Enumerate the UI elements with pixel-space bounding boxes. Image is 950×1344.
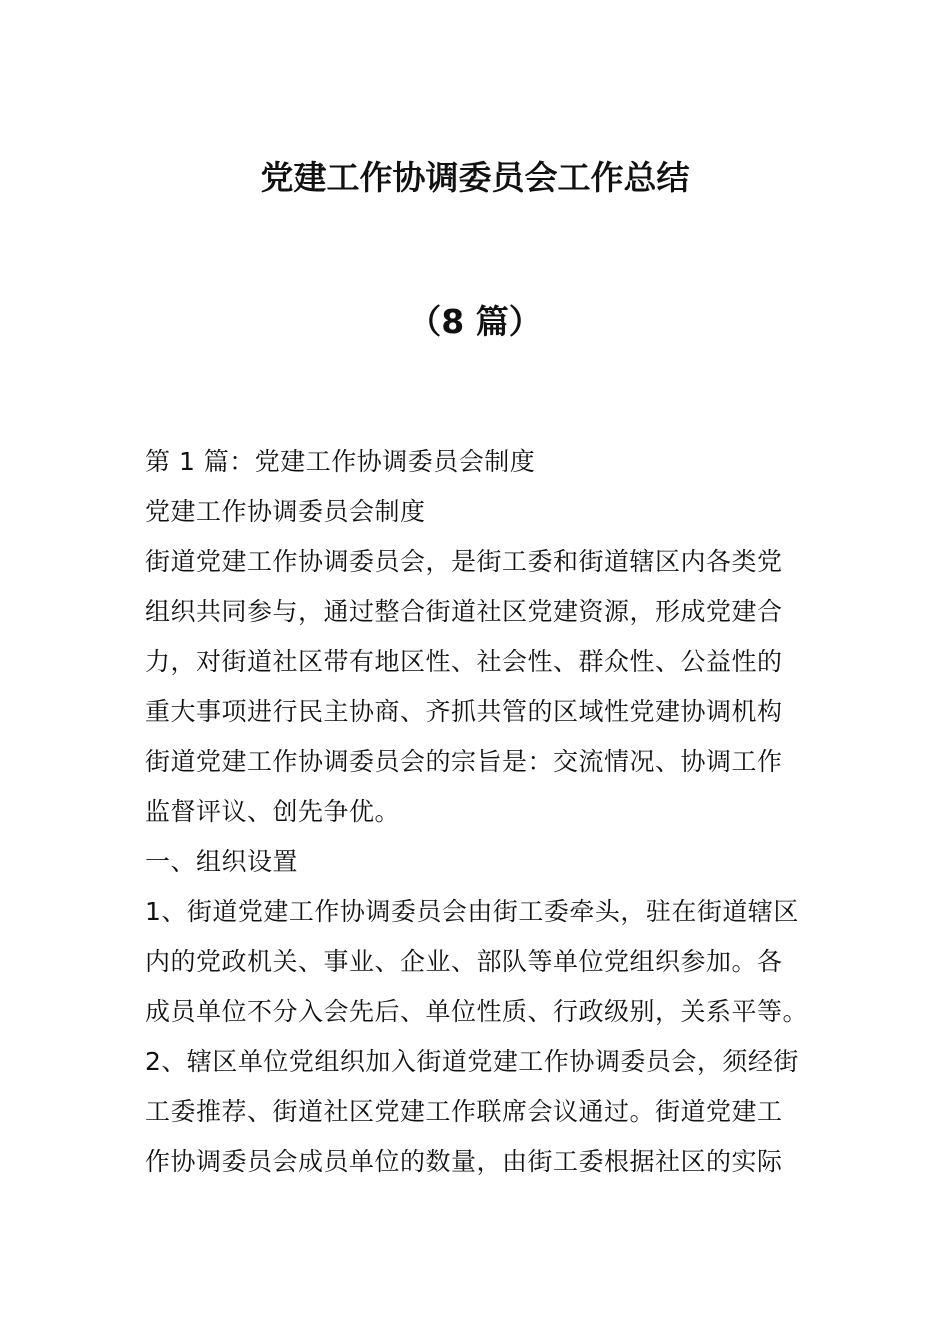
body-line: 内的党政机关、事业、企业、部队等单位党组织参加。各 — [145, 947, 783, 976]
body-line: 作协调委员会成员单位的数量，由街工委根据社区的实际 — [145, 1147, 783, 1176]
body-line: 工委推荐、街道社区党建工作联席会议通过。街道党建工 — [145, 1097, 783, 1126]
body-line: 监督评议、创先争优。 — [145, 797, 401, 826]
section-subheading: 党建工作协调委员会制度 — [145, 497, 426, 526]
body-line: 成员单位不分入会先后、单位性质、行政级别，关系平等。 — [145, 997, 809, 1026]
section-heading-organization: 一、组织设置 — [145, 847, 299, 876]
body-line: 重大事项进行民主协商、齐抓共管的区域性党建协调机构 — [145, 697, 783, 726]
body-line: 1、街道党建工作协调委员会由街工委牵头，驻在街道辖区 — [145, 897, 799, 926]
document-body — [145, 437, 807, 1187]
document-title: 党建工作协调委员会工作总结 — [260, 158, 690, 197]
section-heading-1: 第 1 篇：党建工作协调委员会制度 — [145, 447, 536, 476]
body-line: 组织共同参与，通过整合街道社区党建资源，形成党建合 — [145, 597, 783, 626]
body-line: 力，对街道社区带有地区性、社会性、群众性、公益性的 — [145, 647, 783, 676]
document-subtitle: （8 篇） — [408, 302, 542, 341]
body-line: 街道党建工作协调委员会，是街工委和街道辖区内各类党 — [145, 547, 783, 576]
body-line: 2、辖区单位党组织加入街道党建工作协调委员会，须经街 — [145, 1047, 799, 1076]
body-line: 街道党建工作协调委员会的宗旨是：交流情况、协调工作 — [145, 747, 783, 776]
